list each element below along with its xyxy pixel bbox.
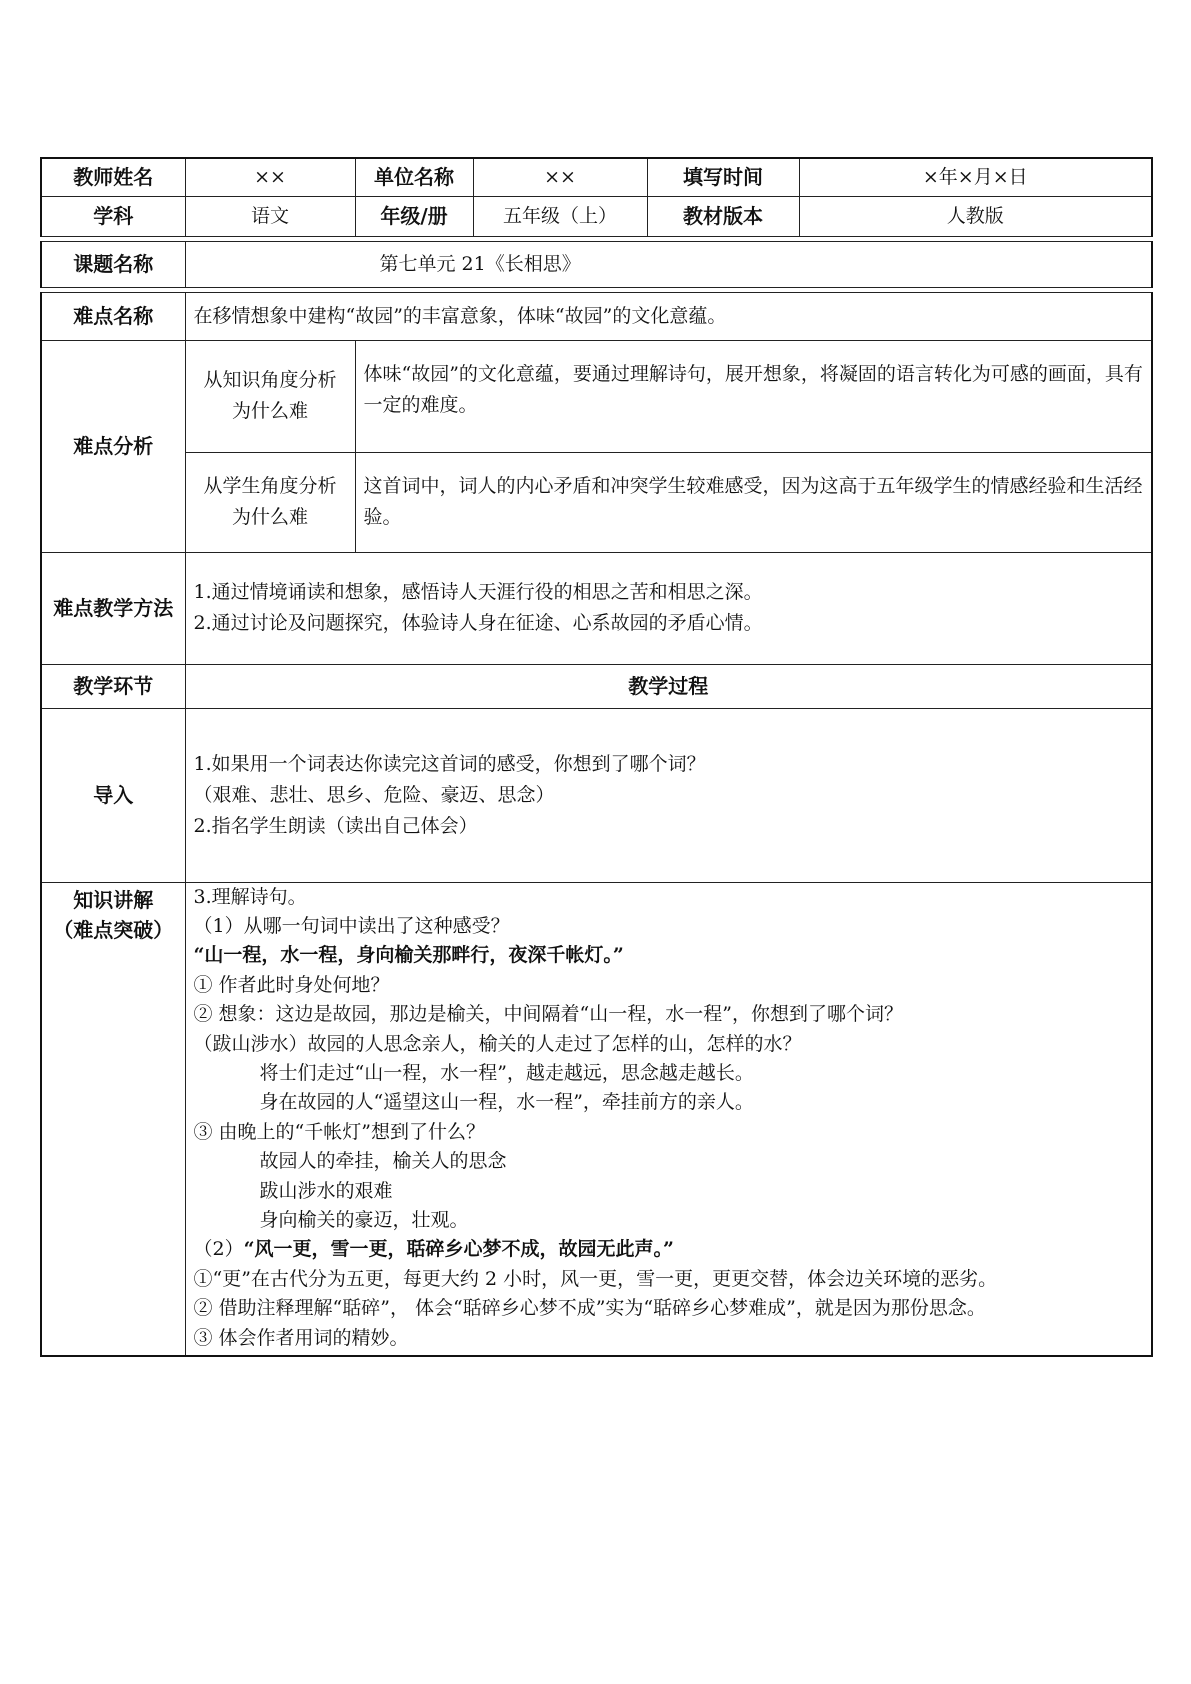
fill-date-value: ×年×月×日 bbox=[799, 158, 1152, 196]
method-value bbox=[185, 552, 1152, 664]
student-angle-label-line-1: 从学生角度分析 bbox=[203, 475, 337, 497]
intro-row bbox=[41, 708, 1152, 882]
knowledge-line: ①“更”在古代分为五更，每更大约 2 小时，风一更，雪一更，更更交替，体会边关环境的恶劣。 bbox=[193, 1267, 998, 1290]
intro-line-1: 1.如果用一个词表达你读完这首词的感受，你想到了哪个词？ bbox=[193, 752, 706, 775]
knowledge-line: ③ 体会作者用词的精妙。 bbox=[193, 1326, 409, 1349]
method-line-2: 2.通过讨论及问题探究，体验诗人身在征途、心系故园的矛盾心情。 bbox=[193, 612, 763, 634]
knowledge-line: ② 想象：这边是故园，那边是榆关，中间隔着“山一程，水一程”，你想到了哪个词？ bbox=[193, 1003, 903, 1026]
knowledge-label bbox=[41, 882, 185, 1356]
intro-content bbox=[185, 708, 1152, 882]
process-header-label: 教学过程 bbox=[185, 664, 1152, 708]
knowledge-line: 身向榆关的豪迈，壮观。 bbox=[259, 1208, 469, 1231]
teacher-name-label: 教师姓名 bbox=[41, 158, 185, 196]
knowledge-content bbox=[185, 882, 1152, 1356]
topic-value: 第七单元 21《长相思》 bbox=[185, 241, 1152, 287]
difficulty-value: 在移情想象中建构“故园”的丰富意象，体味“故园”的文化意蕴。 bbox=[185, 292, 1152, 340]
knowledge-line: 将士们走过“山一程，水一程”，越走越远，思念越走越长。 bbox=[259, 1061, 754, 1084]
unit-name-value: ×× bbox=[473, 158, 647, 196]
student-angle-label-line-2: 为什么难 bbox=[231, 506, 308, 528]
knowledge-line: （1）从哪一句词中读出了这种感受？ bbox=[193, 914, 510, 937]
knowledge-line: 3.理解诗句。 bbox=[193, 885, 307, 908]
student-angle-value: 这首词中，词人的内心矛盾和冲突学生较难感受，因为这高于五年级学生的情感经验和生活经验。 bbox=[355, 452, 1152, 552]
knowledge-line: 跋山涉水的艰难 bbox=[259, 1179, 393, 1202]
method-line-1: 1.通过情境诵读和想象，感悟诗人天涯行役的相思之苦和相思之深。 bbox=[193, 581, 763, 603]
knowledge-line-quote-1: “山一程，水一程，身向榆关那畔行，夜深千帐灯。” bbox=[193, 944, 624, 967]
header-row-1 bbox=[41, 158, 1152, 196]
knowledge-angle-label-line-2: 为什么难 bbox=[231, 400, 308, 422]
analysis-label: 难点分析 bbox=[41, 340, 185, 552]
knowledge-line: ③ 由晚上的“千帐灯”想到了什么？ bbox=[193, 1120, 485, 1143]
difficulty-row bbox=[41, 292, 1152, 340]
knowledge-line: ② 借助注释理解“聒碎”， 体会“聒碎乡心梦不成”实为“聒碎乡心梦难成”，就是因为那份思念。 bbox=[193, 1297, 986, 1320]
unit-name-label: 单位名称 bbox=[355, 158, 473, 196]
difficulty-label: 难点名称 bbox=[41, 292, 185, 340]
process-header-row bbox=[41, 664, 1152, 708]
quote-2-prefix: （2） bbox=[193, 1238, 244, 1261]
grade-value: 五年级（上） bbox=[473, 196, 647, 236]
analysis-student-row bbox=[41, 452, 1152, 552]
stage-header-label: 教学环节 bbox=[41, 664, 185, 708]
knowledge-angle-label bbox=[185, 340, 355, 452]
method-row bbox=[41, 552, 1152, 664]
header-row-2 bbox=[41, 196, 1152, 236]
knowledge-line: ① 作者此时身处何地？ bbox=[193, 973, 390, 996]
knowledge-line: 身在故园的人“遥望这山一程，水一程”，牵挂前方的亲人。 bbox=[259, 1091, 754, 1114]
intro-label: 导入 bbox=[41, 708, 185, 882]
topic-row bbox=[41, 241, 1152, 287]
topic-label: 课题名称 bbox=[41, 241, 185, 287]
quote-2-text: “风一更，雪一更，聒碎乡心梦不成，故园无此声。” bbox=[243, 1238, 674, 1261]
fill-date-label: 填写时间 bbox=[647, 158, 799, 196]
knowledge-line-quote-2 bbox=[194, 1235, 1144, 1264]
edition-value: 人教版 bbox=[799, 196, 1152, 236]
subject-label: 学科 bbox=[41, 196, 185, 236]
knowledge-label-line-1: 知识讲解 bbox=[73, 887, 154, 912]
intro-line-2: （艰难、悲壮、思乡、危险、豪迈、思念） bbox=[193, 783, 555, 806]
edition-label: 教材版本 bbox=[647, 196, 799, 236]
knowledge-angle-label-line-1: 从知识角度分析 bbox=[203, 369, 337, 391]
knowledge-row bbox=[41, 882, 1152, 1356]
knowledge-angle-value: 体味“故园”的文化意蕴，要通过理解诗句，展开想象，将凝固的语言转化为可感的画面，具有一定的难度。 bbox=[355, 340, 1152, 452]
lesson-plan-table bbox=[40, 157, 1153, 1357]
knowledge-line: （跋山涉水）故园的人思念亲人，榆关的人走过了怎样的山，怎样的水？ bbox=[193, 1032, 802, 1055]
student-angle-label bbox=[185, 452, 355, 552]
knowledge-line: 故园人的牵挂，榆关人的思念 bbox=[259, 1150, 507, 1173]
grade-label: 年级/册 bbox=[355, 196, 473, 236]
teacher-name-value: ×× bbox=[185, 158, 355, 196]
intro-line-3: 2.指名学生朗读（读出自己体会） bbox=[193, 814, 478, 837]
analysis-knowledge-row bbox=[41, 340, 1152, 452]
knowledge-label-line-2: （难点突破） bbox=[53, 917, 174, 942]
lesson-plan-page bbox=[40, 157, 1151, 1357]
method-label: 难点教学方法 bbox=[41, 552, 185, 664]
subject-value: 语文 bbox=[185, 196, 355, 236]
